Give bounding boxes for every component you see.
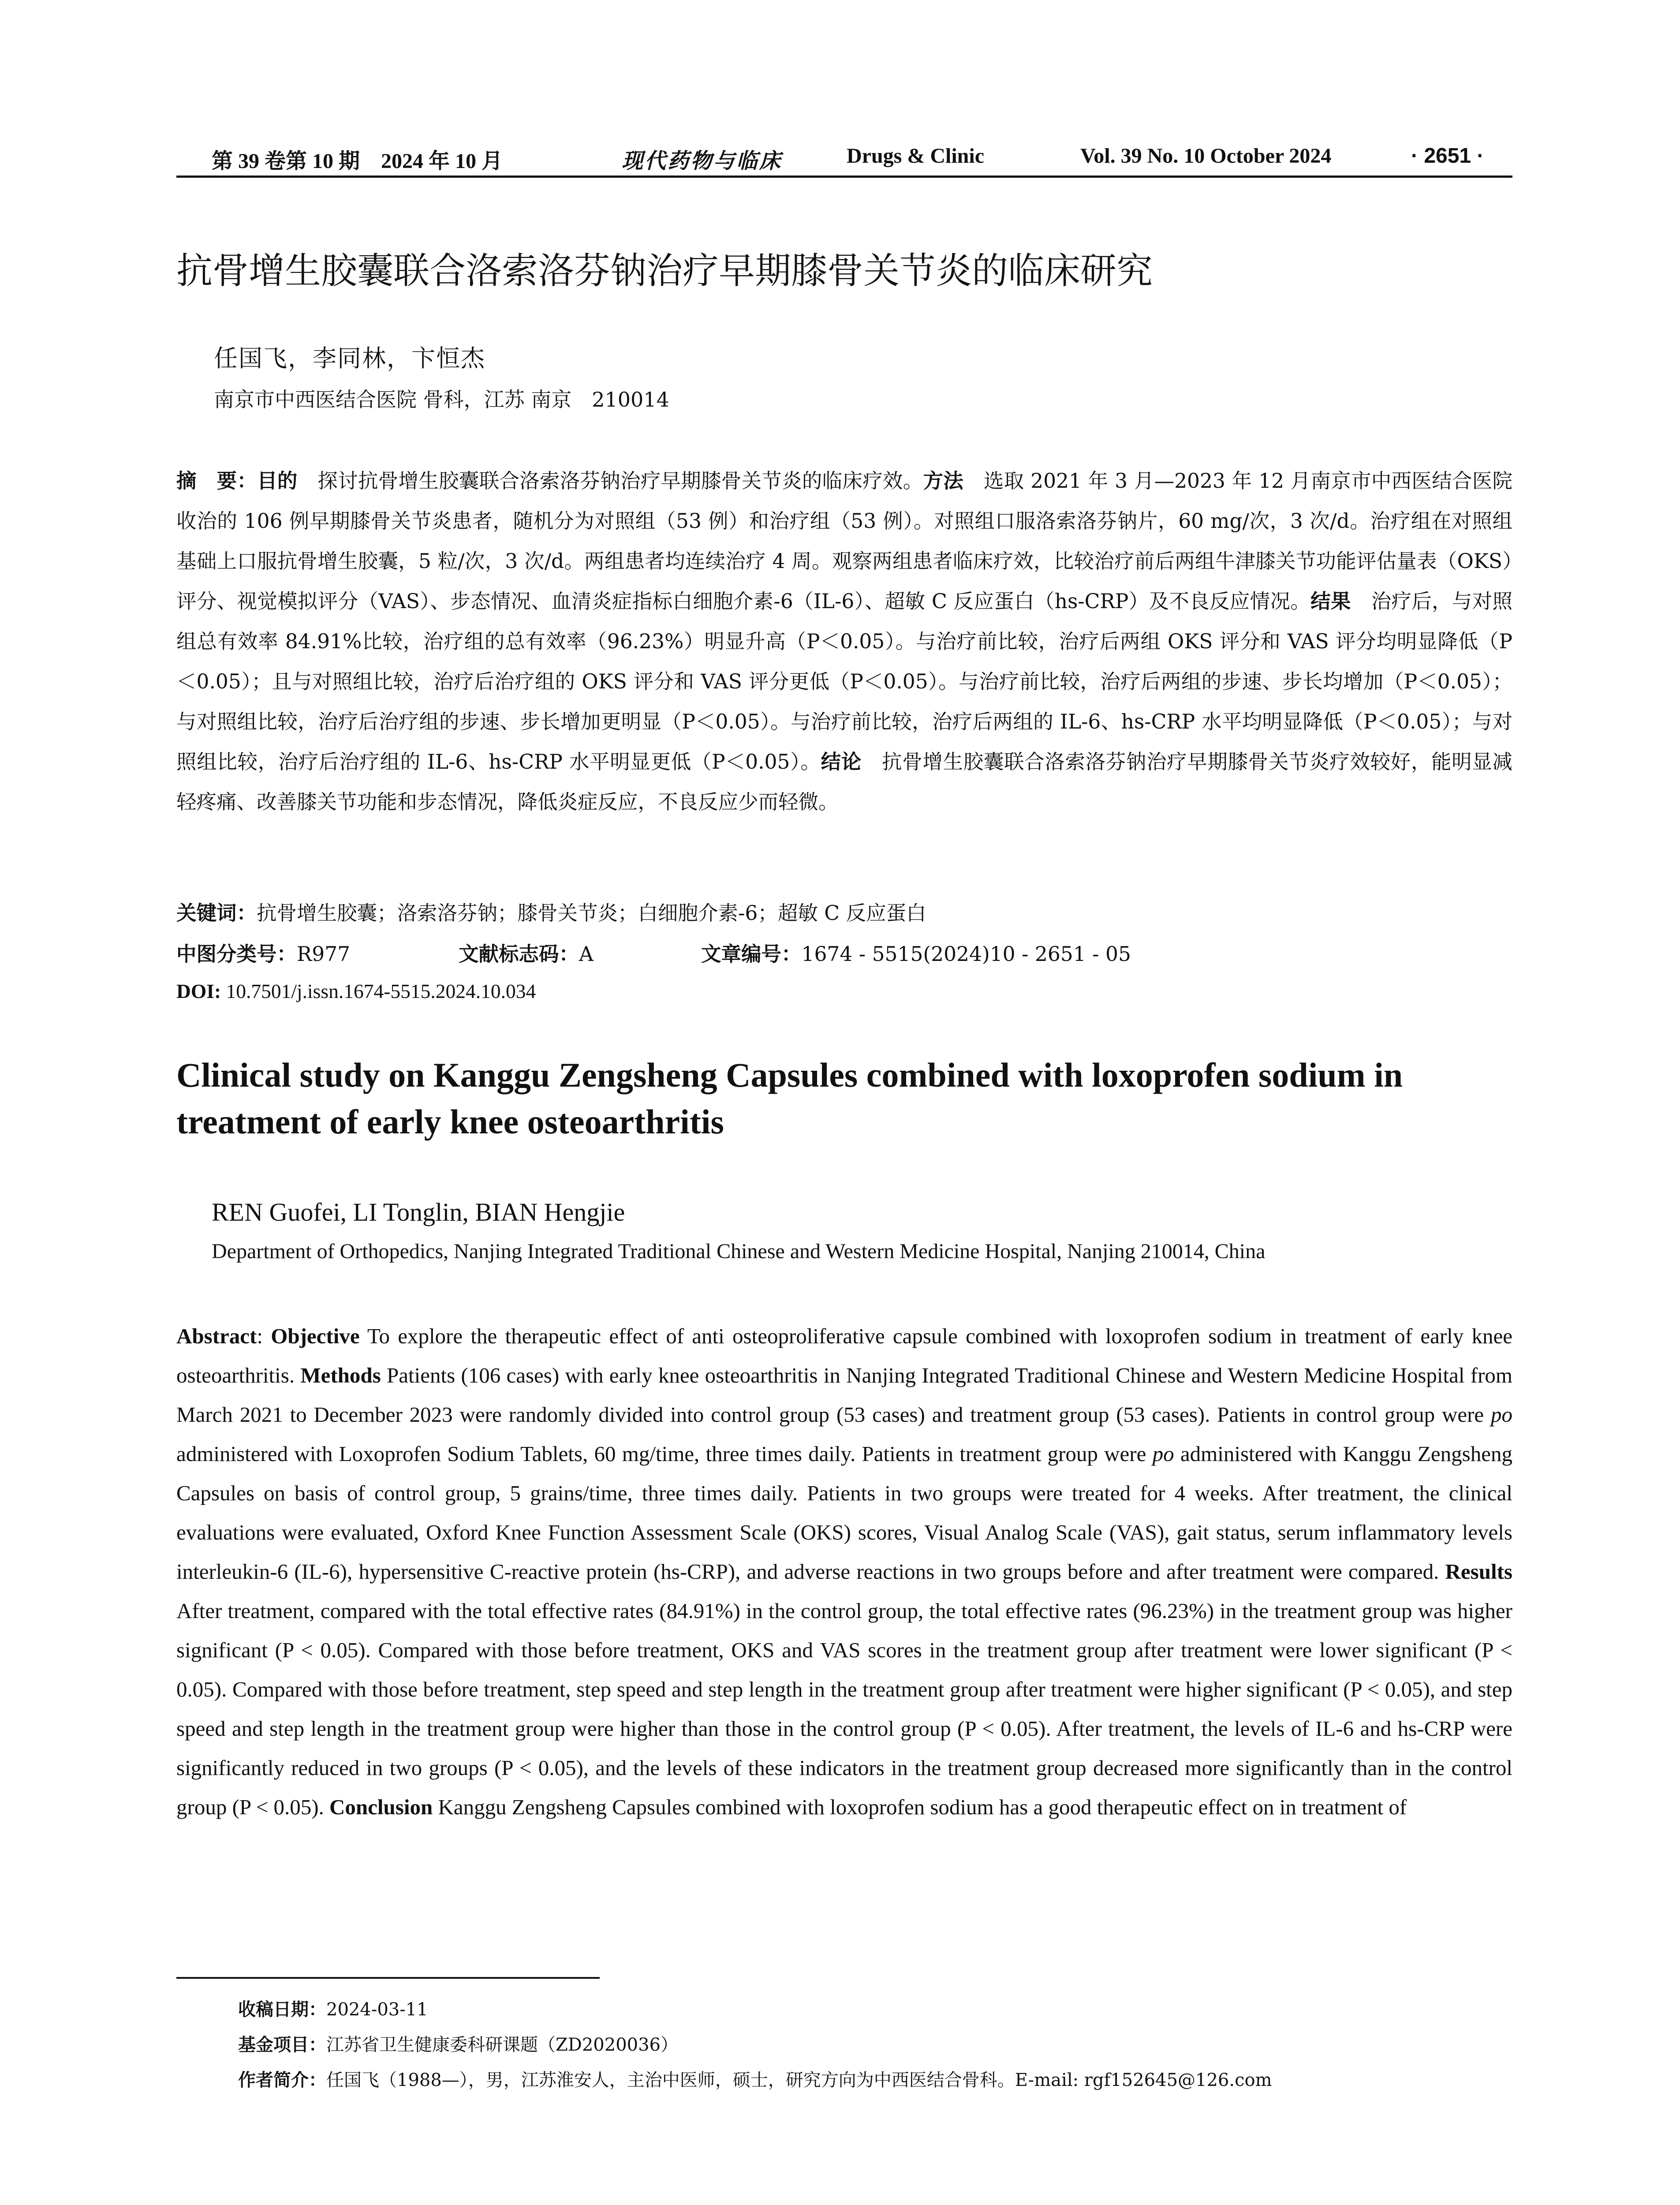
header-volume-en: Vol. 39 No. 10 October 2024 (1080, 144, 1332, 168)
en-methods-text-3: administered with Kanggu Zengsheng Capsules on basis of control group, 5 grains/time, three times daily. Patients in two groups were treated for 4 weeks. After treatment, the clinical evaluations were evaluated, Oxford Knee Function Assessment Scale (OKS) scores, Visual Analog Scale (VAS), gait status, serum inflammatory levels interleukin-6 (IL-6), hypersensitive C-reactive protein (hs-CRP), and adverse reactions in two groups before and after treatment were compared. (176, 1442, 1512, 1584)
en-abstract-label: Abstract (176, 1324, 257, 1348)
en-methods-text-1: Patients (106 cases) with early knee osteoarthritis in Nanjing Integrated Traditional Chinese and Western Medicine Hospital from March 2021 to December 2023 were randomly divided into control group (53 cases) and treatment group (53 cases). Patients in control group were (176, 1363, 1512, 1427)
cn-methods-text: 选取 2021 年 3 月—2023 年 12 月南京市中西医结合医院收治的 106 例早期膝骨关节炎患者，随机分为对照组（53 例）和治疗组（53 例）。对照组口服洛索洛芬钠片，60 mg/次，3 次/d。治疗组在对照组基础上口服抗骨增生胶囊，5 粒/次，3 次/d。两组患者均连续治疗 4 周。观察两组患者临床疗效，比较治疗前后两组牛津膝关节功能评估量表（OKS）评分、视觉模拟评分（VAS）、步态情况、血清炎症指标白细胞介素-6（IL-6）、超敏 C 反应蛋白（hs-CRP）及不良反应情况。 (176, 469, 1512, 613)
en-objective-text: To explore the therapeutic effect of anti osteoproliferative capsule combined with loxoprofen sodium in treatment of early knee osteoarthritis. (176, 1324, 1512, 1387)
header-page-number: · 2651 · (1411, 144, 1484, 168)
en-abstract: Abstract: Objective To explore the therapeutic effect of anti osteoproliferative capsule combined with loxoprofen sodium in treatment of early knee osteoarthritis. Methods Patients (106 cases) with early knee osteoarthritis in Nanjing Integrated Traditional Chinese and Western Medicine Hospital from March 2021 to December 2023 were randomly divided into control group (53 cases) and treatment group (53 cases). Patients in control group were po administered with Loxoprofen Sodium Tablets, 60 mg/time, three times daily. Patients in treatment group were po administered with Kanggu Zengsheng Capsules on basis of control group, 5 grains/time, three times daily. Patients in two groups were treated for 4 weeks. After treatment, the clinical evaluations were evaluated, Oxford Knee Function Assessment Scale (OKS) scores, Visual Analog Scale (VAS), gait status, serum inflammatory levels interleukin-6 (IL-6), hypersensitive C-reactive protein (hs-CRP), and adverse reactions in two groups before and after treatment were compared. Results After treatment, compared with the total effective rates (84.91%) in the control group, the total effective rates (96.23%) in the treatment group was higher significant (P < 0.05). Compared with those before treatment, OKS and VAS scores in the treatment group after treatment were lower significant (P < 0.05). Compared with those before treatment, step speed and step length in the treatment group after treatment were higher significant (P < 0.05), and step speed and step length in the treatment group were higher than those in the control group (P < 0.05). After treatment, the levels of IL-6 and hs-CRP were significantly reduced in two groups (P < 0.05), and the levels of these indicators in the treatment group decreased more significantly than in the control group (P < 0.05). Conclusion Kanggu Zengsheng Capsules combined with loxoprofen sodium has a good therapeutic effect on in treatment of (176, 1324, 1512, 1819)
cn-abstract-label: 摘 要： (176, 469, 258, 493)
received-date: 2024-03-11 (326, 1999, 428, 2020)
cn-affiliation: 南京市中西医结合医院 骨科，江苏 南京 210014 (214, 388, 669, 411)
doi-line (176, 979, 536, 1003)
cn-methods-label: 方法 (923, 469, 964, 493)
cn-keywords-label: 关键词： (176, 901, 257, 925)
fund-label: 基金项目： (238, 2035, 326, 2055)
en-methods-label: Methods (300, 1363, 381, 1387)
received-label: 收稿日期： (238, 1999, 326, 2020)
footnote-author (238, 2066, 1272, 2091)
cn-keywords (176, 897, 926, 926)
cn-objective-text: 探讨抗骨增生胶囊联合洛索洛芬钠治疗早期膝骨关节炎的临床疗效。 (297, 469, 923, 493)
en-conclusion-label: Conclusion (329, 1795, 433, 1819)
en-objective-label: Objective (271, 1324, 360, 1348)
clc-field (176, 938, 350, 967)
en-title: Clinical study on Kanggu Zengsheng Capsules combined with loxoprofen sodium in treatment of early knee osteoarthritis (176, 1056, 1403, 1141)
cn-objective-label: 目的 (257, 469, 298, 493)
en-results-text: After treatment, compared with the total effective rates (84.91%) in the control group, the total effective rates (96.23%) in the treatment group was higher significant (P < 0.05). Compared with those before treatment, OKS and VAS scores in the treatment group after treatment were lower significant (P < 0.05). Compared with those before treatment, step speed and step length in the treatment group after treatment were higher significant (P < 0.05), and step speed and step length in the treatment group were higher than those in the control group (P < 0.05). After treatment, the levels of IL-6 and hs-CRP were significantly reduced in two groups (P < 0.05), and the levels of these indicators in the treatment group decreased more significantly than in the control group (P < 0.05). (176, 1599, 1512, 1819)
running-header (176, 140, 1512, 178)
doi-label: DOI: (176, 980, 221, 1002)
author-bio-text: 任国飞（1988—），男，江苏淮安人，主治中医师，硕士，研究方向为中西医结合骨科。E-mail: rgf152645@126.com (326, 2070, 1272, 2090)
fund-text: 江苏省卫生健康委科研课题（ZD2020036） (326, 2035, 679, 2055)
clc-value: R977 (297, 942, 351, 966)
clc-label: 中图分类号： (176, 942, 297, 966)
en-conclusion-text: Kanggu Zengsheng Capsules combined with loxoprofen sodium has a good therapeutic effect on in treatment of (433, 1795, 1407, 1819)
doi-link[interactable]: 10.7501/j.issn.1674-5515.2024.10.034 (221, 980, 536, 1002)
cn-authors: 任国飞，李同林，卞恒杰 (214, 344, 485, 372)
footnote-fund (238, 2031, 678, 2056)
en-methods-po-2: po (1152, 1442, 1174, 1466)
cn-conclusion-label: 结论 (821, 750, 862, 774)
doccode-field (459, 938, 594, 967)
doccode-label: 文献标志码： (459, 942, 579, 966)
cn-results-text: 治疗后，与对照组总有效率 84.91%比较，治疗组的总有效率（96.23%）明显升高（P＜0.05）。与治疗前比较，治疗后两组 OKS 评分和 VAS 评分均明显降低（P＜0.05）；且与对照组比较，治疗后治疗组的 OKS 评分和 VAS 评分更低（P＜0.05）。与治疗前比较，治疗后两组的步速、步长均增加（P＜0.05）；与对照组比较，治疗后治疗组的步速、步长增加更明显（P＜0.05）。与治疗前比较，治疗后两组的 IL-6、hs-CRP 水平均明显降低（P＜0.05）；与对照组比较，治疗后治疗组的 IL-6、hs-CRP 水平明显更低（P＜0.05）。 (176, 590, 1512, 774)
footnote-divider (176, 1977, 600, 1979)
articleno-field (701, 938, 1131, 967)
articleno-label: 文章编号： (701, 942, 802, 966)
en-authors: REN Guofei, LI Tonglin, BIAN Hengjie (212, 1198, 625, 1226)
en-results-label: Results (1445, 1559, 1512, 1584)
header-volume-cn: 第 39 卷第 10 期 2024 年 10 月 (212, 149, 503, 173)
author-bio-label: 作者简介： (238, 2070, 326, 2090)
cn-abstract (176, 461, 1512, 822)
header-journal-en: Drugs & Clinic (847, 144, 984, 168)
en-affiliation: Department of Orthopedics, Nanjing Integrated Traditional Chinese and Western Medicine Hospital, Nanjing 210014, China (212, 1240, 1266, 1263)
cn-title: 抗骨增生胶囊联合洛索洛芬钠治疗早期膝骨关节炎的临床研究 (176, 250, 1153, 292)
en-methods-po-1: po (1491, 1402, 1512, 1427)
cn-results-label: 结果 (1310, 590, 1351, 613)
doccode-value: A (579, 942, 594, 966)
header-journal-cn: 现代药物与临床 (622, 149, 783, 173)
articleno-value: 1674 - 5515(2024)10 - 2651 - 05 (801, 942, 1131, 966)
en-methods-text-2: administered with Loxoprofen Sodium Tablets, 60 mg/time, three times daily. Patients in treatment group were (176, 1442, 1153, 1466)
footnote-received (238, 1996, 428, 2021)
cn-keywords-text: 抗骨增生胶囊；洛索洛芬钠；膝骨关节炎；白细胞介素-6；超敏 C 反应蛋白 (257, 901, 926, 925)
cn-conclusion-text: 抗骨增生胶囊联合洛索洛芬钠治疗早期膝骨关节炎疗效较好，能明显减轻疼痛、改善膝关节功能和步态情况，降低炎症反应，不良反应少而轻微。 (176, 750, 1512, 814)
